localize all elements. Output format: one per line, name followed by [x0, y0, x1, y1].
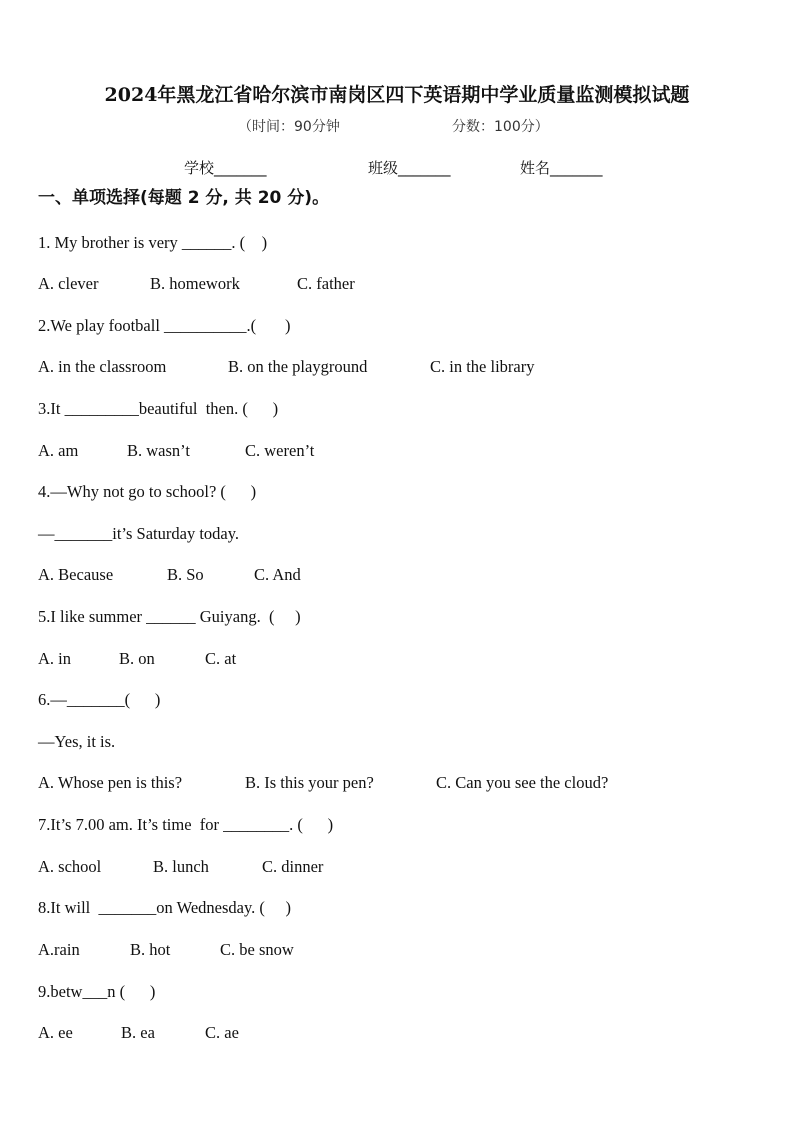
- q1-option-c: C. father: [297, 274, 355, 293]
- section-heading: 一、单项选择(每题 2 分, 共 20 分)。: [38, 188, 330, 208]
- q4-option-b: B. So: [167, 565, 204, 584]
- q9-option-a: A. ee: [38, 1023, 73, 1042]
- question-6-reply: —Yes, it is.: [38, 732, 116, 751]
- q3-option-c: C. weren’t: [245, 441, 315, 460]
- question-5: 5.I like summer ______ Guiyang. ( ): [38, 607, 301, 626]
- name-field: 姓名_______: [520, 159, 603, 177]
- q6-option-c: C. Can you see the cloud?: [436, 773, 609, 792]
- q8-option-c: C. be snow: [220, 940, 294, 959]
- q2-option-c: C. in the library: [430, 357, 535, 376]
- q8-option-b: B. hot: [130, 940, 171, 959]
- page-title: 2024年黑龙江省哈尔滨市南岗区四下英语期中学业质量监测模拟试题: [104, 84, 690, 106]
- exam-time: （时间：90分钟: [238, 119, 340, 135]
- q1-option-b: B. homework: [150, 274, 240, 293]
- q1-option-a: A. clever: [38, 274, 99, 293]
- school-field: 学校_______: [184, 159, 267, 177]
- q4-option-c: C. And: [254, 565, 301, 584]
- q3-option-b: B. wasn’t: [127, 441, 190, 460]
- question-7: 7.It’s 7.00 am. It’s time for ________. ( ): [38, 815, 334, 834]
- q8-option-a: A.rain: [38, 940, 80, 959]
- q2-option-b: B. on the playground: [228, 357, 368, 376]
- q6-option-a: A. Whose pen is this?: [38, 773, 183, 792]
- question-9: 9.betw___n ( ): [38, 982, 156, 1001]
- q5-option-a: A. in: [38, 649, 71, 668]
- q5-option-c: C. at: [205, 649, 237, 668]
- question-3: 3.It _________beautiful then. ( ): [38, 399, 279, 418]
- question-4-reply: —_______it’s Saturday today.: [38, 524, 240, 543]
- q6-option-b: B. Is this your pen?: [245, 773, 374, 792]
- q4-option-a: A. Because: [38, 565, 114, 584]
- q2-option-a: A. in the classroom: [38, 357, 167, 376]
- question-8: 8.It will _______on Wednesday. ( ): [38, 898, 292, 917]
- class-field: 班级_______: [368, 159, 451, 177]
- q7-option-b: B. lunch: [153, 857, 209, 876]
- q7-option-c: C. dinner: [262, 857, 324, 876]
- question-1: 1. My brother is very ______. ( ): [38, 233, 268, 252]
- q7-option-a: A. school: [38, 857, 102, 876]
- question-2: 2.We play football __________.( ): [38, 316, 291, 335]
- q3-option-a: A. am: [38, 441, 79, 460]
- exam-score: 分数：100分）: [452, 119, 549, 135]
- question-4: 4.—Why not go to school? ( ): [38, 482, 257, 501]
- question-6: 6.—_______( ): [38, 690, 161, 709]
- q5-option-b: B. on: [119, 649, 155, 668]
- q9-option-b: B. ea: [121, 1023, 155, 1042]
- q9-option-c: C. ae: [205, 1023, 239, 1042]
